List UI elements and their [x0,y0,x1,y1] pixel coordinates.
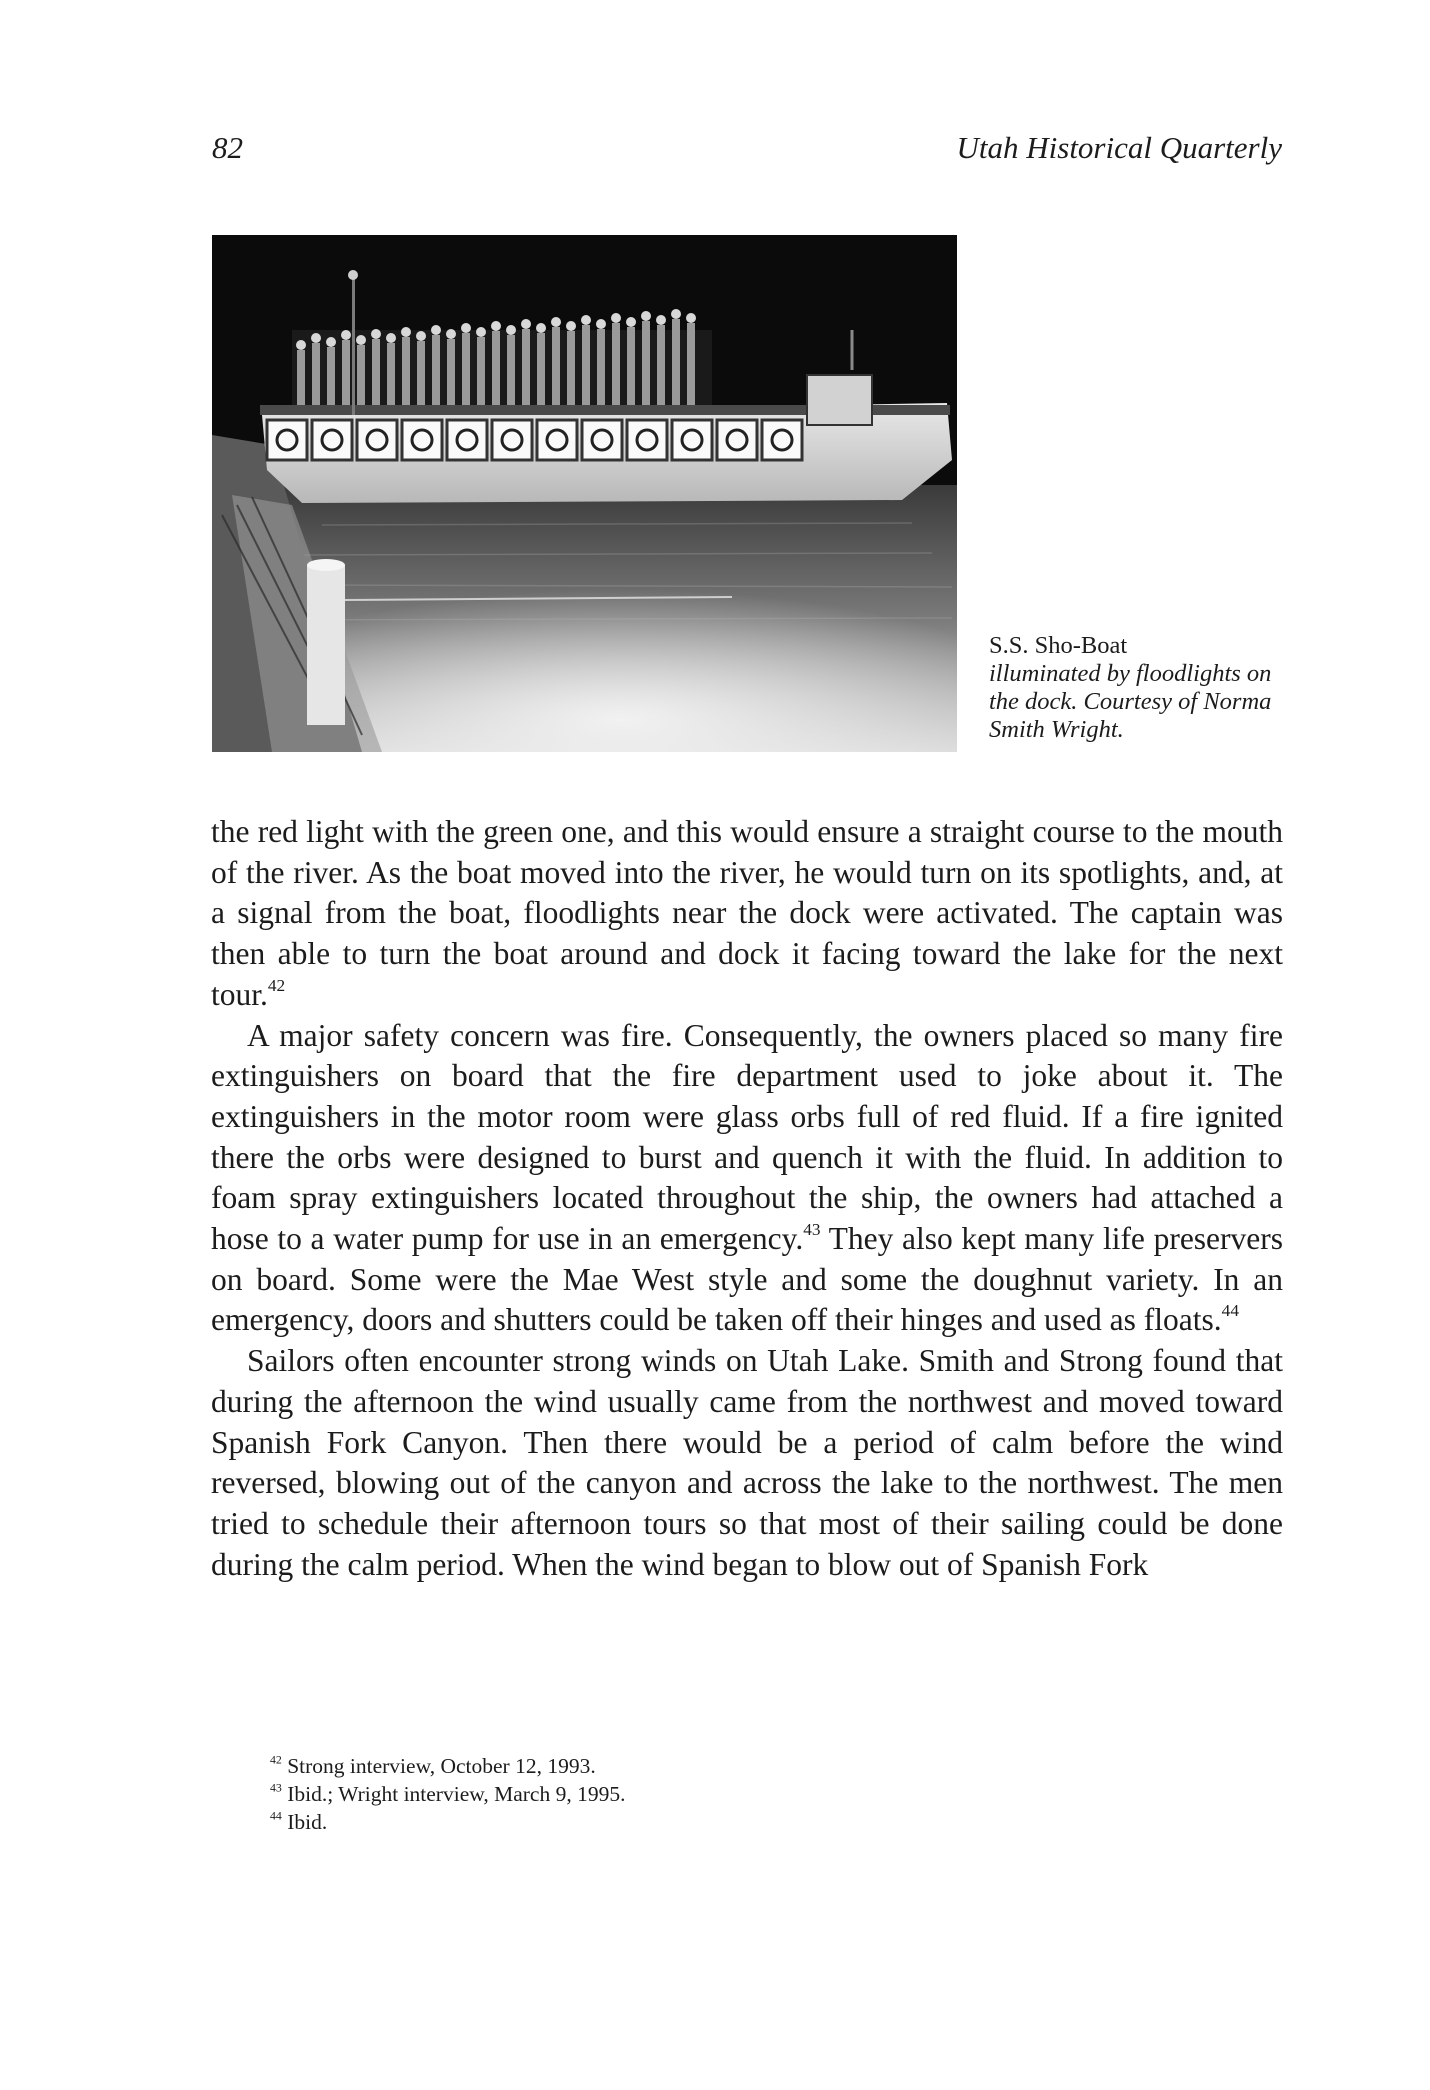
footnote-number: 44 [270,1808,282,1823]
paragraph-3-text: Sailors often encounter strong winds on Utah Lake. Smith and Strong found that during the afternoon the wind usually came from the northwest and moved toward Spanish Fork Canyon. Then there would be a period of calm before the wind reversed, blowing out of the canyon and across the lake to the northwest. The men tried to schedule their afternoon tours so that most of their sailing could be done during the calm period. When the wind began to blow out of Spanish Fork [211,1343,1283,1582]
paragraph-1-text: the red light with the green one, and this would ensure a straight course to the mouth of the river. As the boat moved into the river, he would turn on its spotlights, and, at a signal from the boat, floodlights near the dock were activated. The captain was then able to turn the boat around and dock it facing toward the lake for the next tour. [211,814,1283,1012]
footnote-ref-42: 42 [267,975,286,995]
footnote-text: Ibid.; Wright interview, March 9, 1995. [287,1782,626,1806]
caption-body: illuminated by floodlights on the dock. Courtesy of Norma Smith Wright. [989,660,1272,743]
paragraph-2-text-a: A major safety concern was fire. Consequently, the owners placed so many fire extinguishers on board that the fire department used to joke about it. The extinguishers in the motor room were glass orbs full of red fluid. If a fire ignited there the orbs were designed to burst and quench it with the fluid. In addition to foam spray extinguishers located throughout the ship, the owners had attached a hose to a water pump for use in an emergency. [211,1017,1283,1257]
paragraph-2-text-b: They also kept many life preservers on board. Some were the Mae West style and some the doughnut variety. In an emergency, doors and shutters could be taken off their hinges and used as floats. [211,1221,1284,1338]
footnote-ref-43: 43 [803,1220,821,1240]
footnote [270,1780,1170,1808]
caption-title: S.S. Sho-Boat [989,632,1128,659]
running-head: Utah Historical Quarterly [956,130,1282,165]
paragraph-1 [211,812,1283,1016]
paragraph-3 [211,1341,1283,1585]
footnote-text: Ibid. [287,1810,328,1834]
footnote-text: Strong interview, October 12, 1993. [287,1754,596,1778]
photo-caption [989,632,1289,744]
boat-photo [212,235,957,752]
footnote-number: 43 [270,1780,282,1795]
footnote-ref-44: 44 [1221,1301,1239,1321]
footnote-number: 42 [270,1752,282,1767]
article-body [211,812,1283,1585]
footnote [270,1808,1170,1836]
page-number: 82 [212,130,243,165]
footnote [270,1752,1170,1780]
paragraph-2 [211,1016,1283,1342]
footnotes [270,1752,1170,1836]
